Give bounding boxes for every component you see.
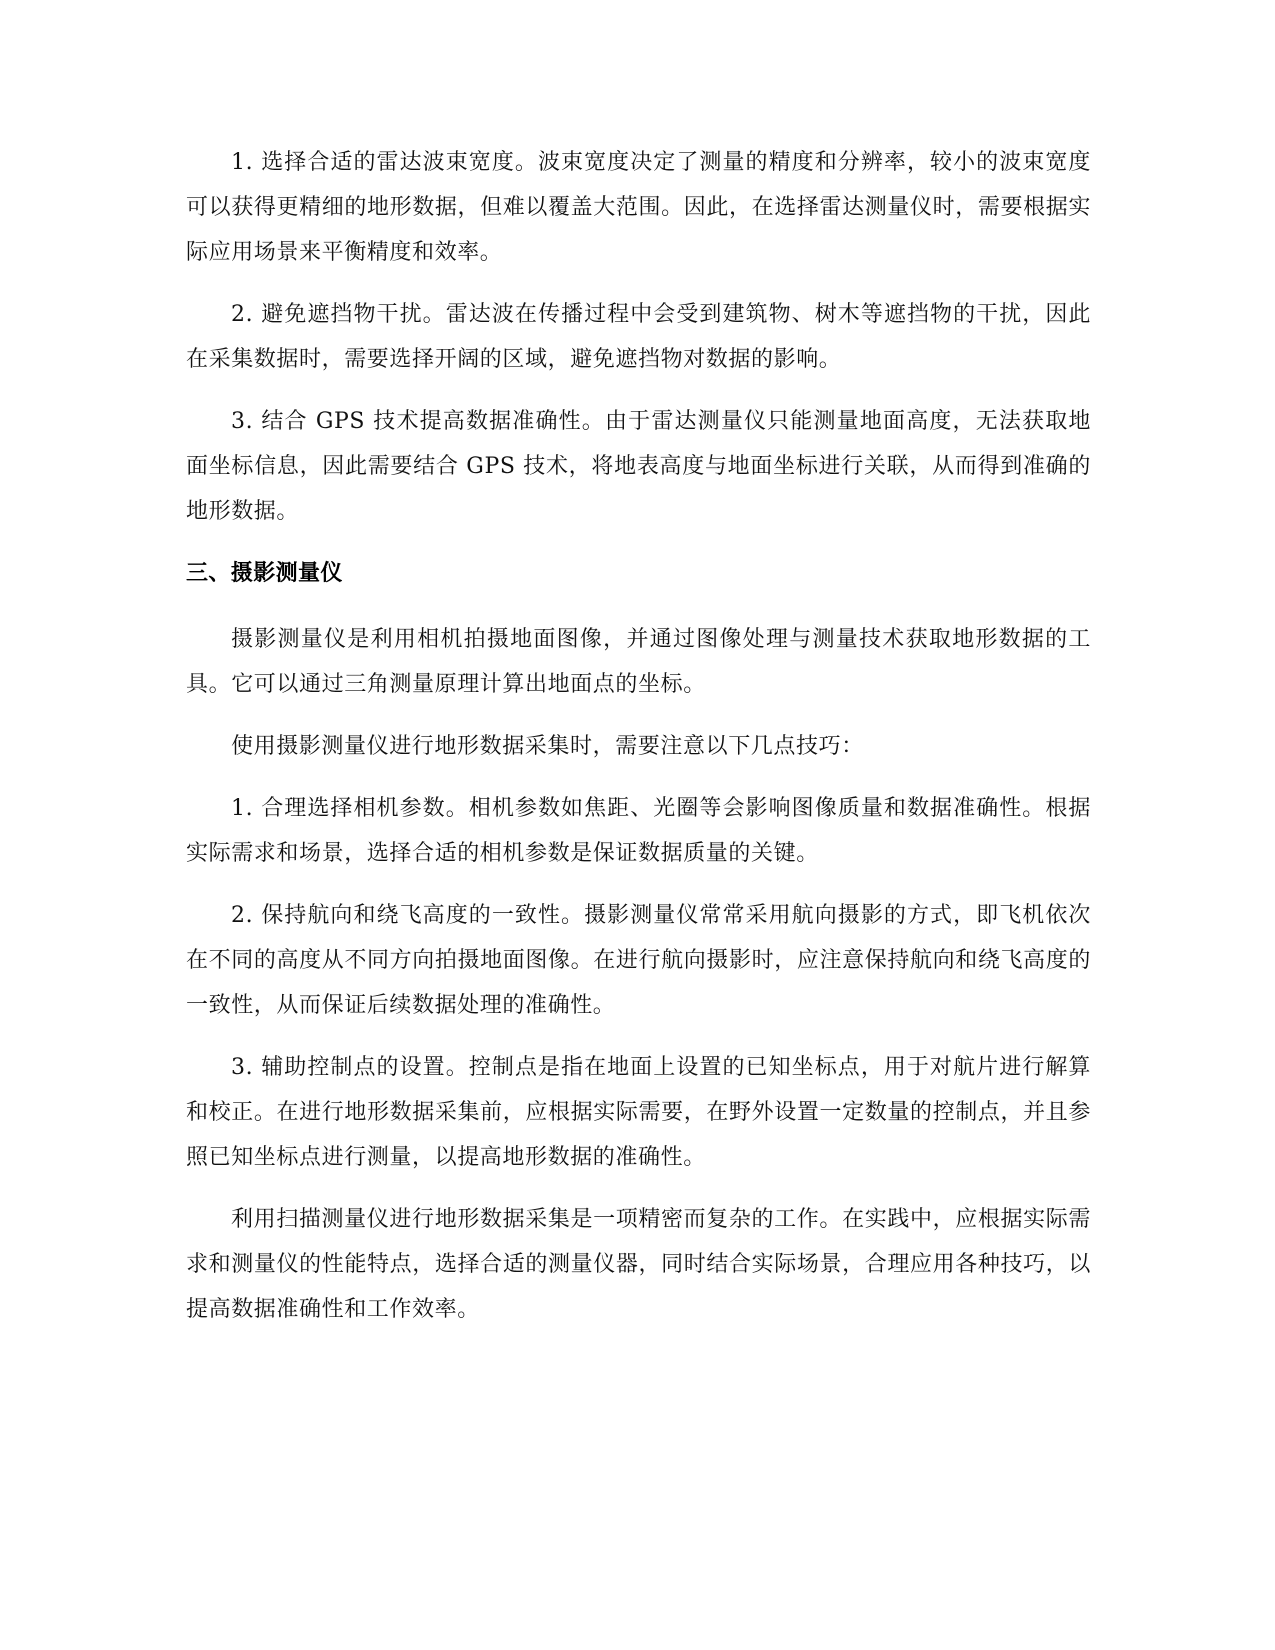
paragraph-camera-parameters: 1. 合理选择相机参数。相机参数如焦距、光圈等会影响图像质量和数据准确性。根据实际需求和场景，选择合适的相机参数是保证数据质量的关键。 bbox=[186, 796, 1091, 866]
paragraph-conclusion: 利用扫描测量仪进行地形数据采集是一项精密而复杂的工作。在实践中，应根据实际需求和测量仪的性能特点，选择合适的测量仪器，同时结合实际场景，合理应用各种技巧，以提高数据准确性和工作效率。 bbox=[186, 1207, 1091, 1322]
paragraph-gps-accuracy: 3. 结合 GPS 技术提高数据准确性。由于雷达测量仪只能测量地面高度，无法获取地面坐标信息，因此需要结合 GPS 技术，将地表高度与地面坐标进行关联，从而得到准确的地形数据。 bbox=[186, 409, 1091, 524]
paragraph-avoid-obstruction: 2. 避免遮挡物干扰。雷达波在传播过程中会受到建筑物、树木等遮挡物的干扰，因此在采集数据时，需要选择开阔的区域，避免遮挡物对数据的影响。 bbox=[186, 302, 1091, 372]
paragraph-photogrammetry-intro: 摄影测量仪是利用相机拍摄地面图像，并通过图像处理与测量技术获取地形数据的工具。它可以通过三角测量原理计算出地面点的坐标。 bbox=[186, 627, 1091, 697]
paragraph-flight-consistency: 2. 保持航向和绕飞高度的一致性。摄影测量仪常常采用航向摄影的方式，即飞机依次在不同的高度从不同方向拍摄地面图像。在进行航向摄影时，应注意保持航向和绕飞高度的一致性，从而保证后续数据处理的准确性。 bbox=[186, 903, 1091, 1018]
paragraph-control-points: 3. 辅助控制点的设置。控制点是指在地面上设置的已知坐标点，用于对航片进行解算和校正。在进行地形数据采集前，应根据实际需要，在野外设置一定数量的控制点，并且参照已知坐标点进行测量，以提高地形数据的准确性。 bbox=[186, 1055, 1091, 1170]
paragraph-radar-beam-width: 1. 选择合适的雷达波束宽度。波束宽度决定了测量的精度和分辨率，较小的波束宽度可以获得更精细的地形数据，但难以覆盖大范围。因此，在选择雷达测量仪时，需要根据实际应用场景来平衡精度和效率。 bbox=[186, 150, 1091, 265]
document-body bbox=[186, 140, 1091, 1349]
paragraph-tips-intro: 使用摄影测量仪进行地形数据采集时，需要注意以下几点技巧： bbox=[231, 734, 864, 759]
section-heading: 三、摄影测量仪 bbox=[186, 561, 343, 586]
